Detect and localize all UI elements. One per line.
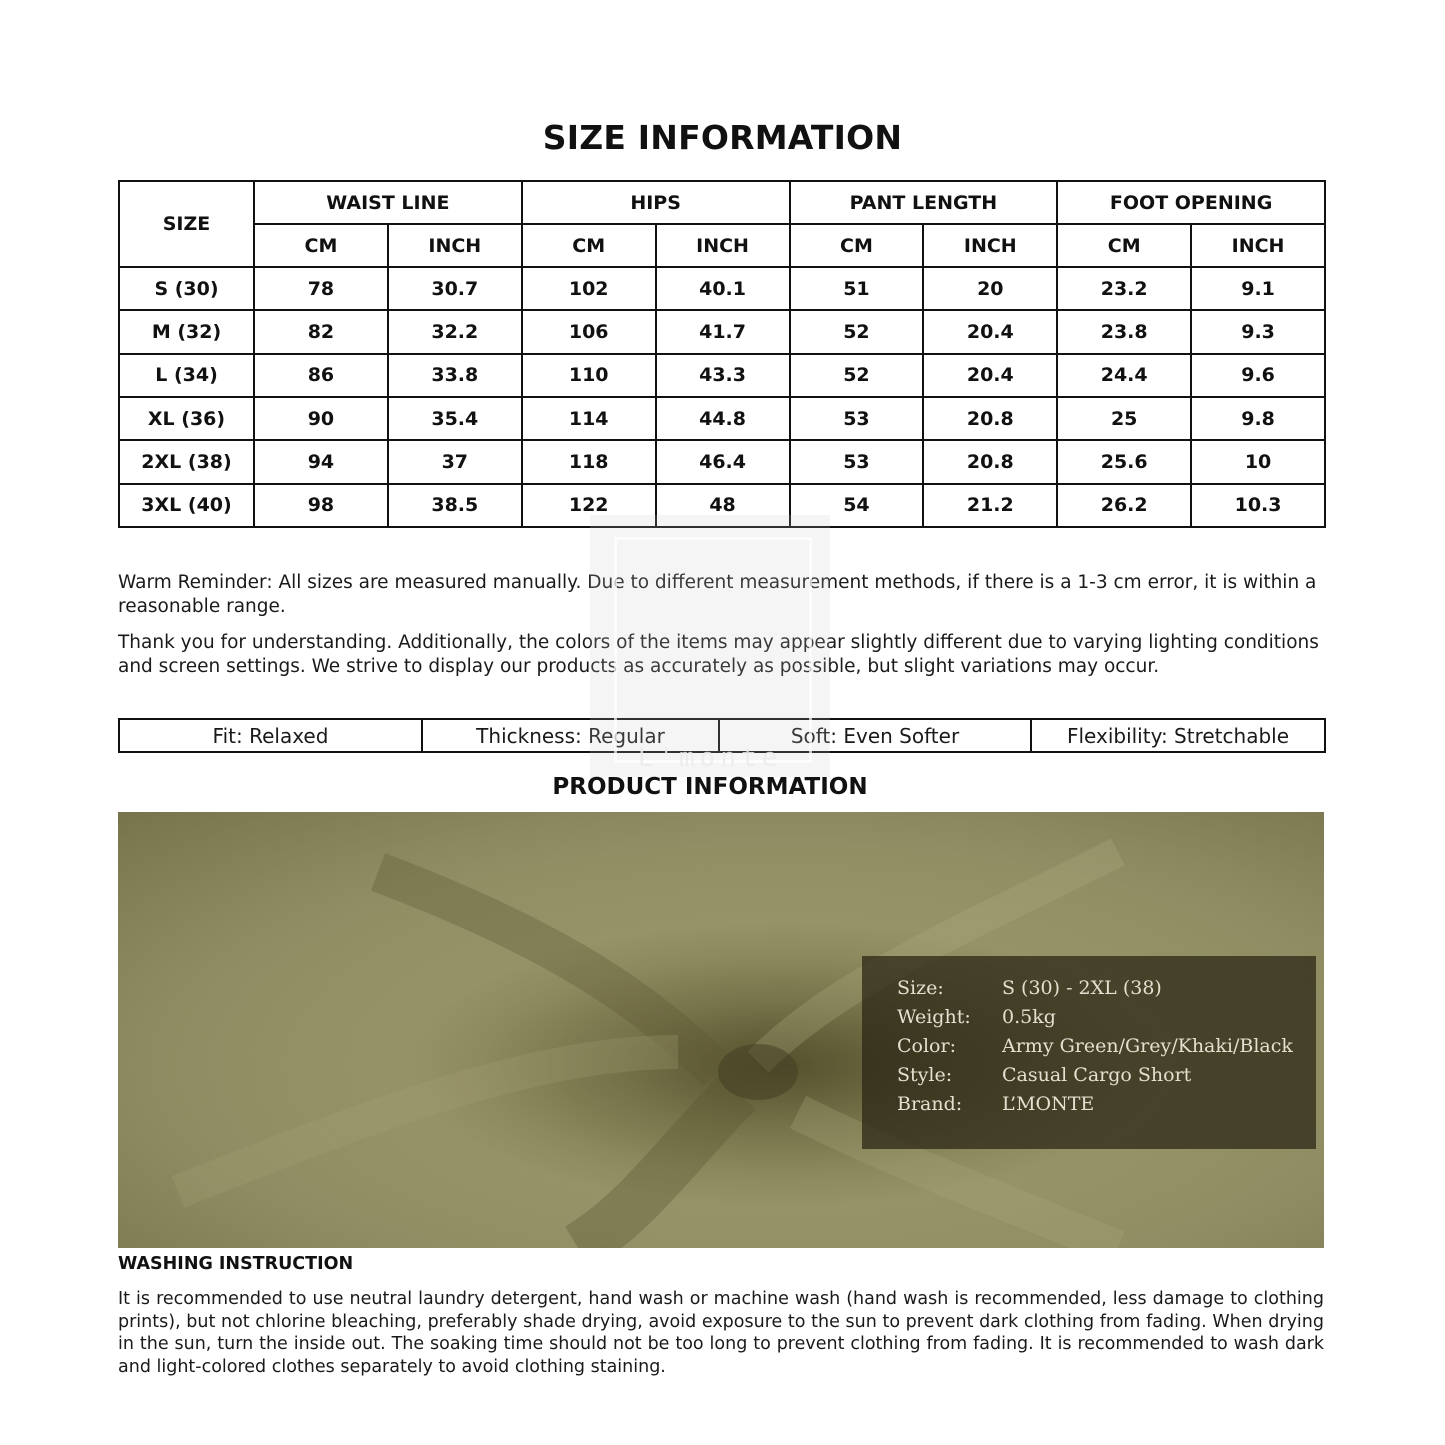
spec-value: Casual Cargo Short	[1002, 1064, 1192, 1086]
unit-header: CM	[790, 224, 924, 267]
table-cell: 114	[522, 397, 656, 440]
table-cell: 33.8	[388, 354, 522, 397]
table-cell: 40.1	[656, 267, 790, 310]
washing-instruction-title: WASHING INSTRUCTION	[118, 1254, 354, 1274]
group-header-pant-length: PANT LENGTH	[790, 181, 1058, 224]
spec-row	[897, 1006, 1056, 1035]
table-cell: 52	[790, 354, 924, 397]
group-header-waist: WAIST LINE	[254, 181, 522, 224]
table-cell: 44.8	[656, 397, 790, 440]
property-softness: Soft: Even Softer	[720, 720, 1032, 751]
spec-value: Army Green/Grey/Khaki/Black	[1002, 1035, 1293, 1057]
property-fit: Fit: Relaxed	[120, 720, 423, 751]
spec-value: 0.5kg	[1002, 1006, 1056, 1028]
table-cell: 9.1	[1191, 267, 1325, 310]
table-cell: 106	[522, 310, 656, 353]
watermark-text: L'monte	[637, 743, 783, 773]
table-cell-size: 2XL (38)	[119, 440, 254, 483]
table-cell-size: L (34)	[119, 354, 254, 397]
spec-key: Color:	[897, 1035, 956, 1057]
warm-reminder-text: Warm Reminder: All sizes are measured manually. Due to different measurement methods, if there is a 1-3 cm error, it is within a reasonable range.	[118, 572, 1317, 617]
spec-row	[897, 1064, 1191, 1093]
table-cell: 35.4	[388, 397, 522, 440]
table-cell: 23.8	[1057, 310, 1191, 353]
table-cell: 51	[790, 267, 924, 310]
unit-header: INCH	[923, 224, 1057, 267]
fabric-image	[118, 812, 1324, 1248]
table-cell: 23.2	[1057, 267, 1191, 310]
table-cell: 48	[656, 484, 790, 527]
table-cell: 53	[790, 440, 924, 483]
table-cell: 25.6	[1057, 440, 1191, 483]
unit-header: INCH	[1191, 224, 1325, 267]
table-cell: 20.8	[923, 397, 1057, 440]
table-cell-size: S (30)	[119, 267, 254, 310]
thanks-note-text: Thank you for understanding. Additionally, the colors of the items may appear slightly different due to varying lighting conditions and screen settings. We strive to display our products as accurately as possible, but slight variations may occur.	[118, 632, 1319, 677]
table-cell: 25	[1057, 397, 1191, 440]
size-table	[118, 180, 1326, 528]
table-cell-size: M (32)	[119, 310, 254, 353]
group-header-foot-opening: FOOT OPENING	[1057, 181, 1325, 224]
table-cell: 9.3	[1191, 310, 1325, 353]
table-cell: 53	[790, 397, 924, 440]
unit-header: CM	[254, 224, 388, 267]
spec-key: Weight:	[897, 1006, 971, 1028]
table-cell: 98	[254, 484, 388, 527]
spec-key: Brand:	[897, 1093, 963, 1115]
table-cell: 90	[254, 397, 388, 440]
product-properties-bar	[118, 718, 1326, 753]
table-cell: 52	[790, 310, 924, 353]
table-cell: 32.2	[388, 310, 522, 353]
unit-header: INCH	[656, 224, 790, 267]
product-specs-panel	[862, 956, 1316, 1149]
unit-header: CM	[1057, 224, 1191, 267]
table-cell: 10.3	[1191, 484, 1325, 527]
property-flexibility: Flexibility: Stretchable	[1066, 723, 1290, 748]
table-cell: 26.2	[1057, 484, 1191, 527]
spec-value: L’MONTE	[1002, 1093, 1095, 1115]
table-cell: 20.4	[923, 354, 1057, 397]
table-cell: 122	[522, 484, 656, 527]
table-cell: 20.4	[923, 310, 1057, 353]
washing-instruction-text: It is recommended to use neutral laundry detergent, hand wash or machine wash (hand wash is recommended, less damage to clothing prints), but not chlorine bleaching, preferably shade drying, avoid exposure to the sun to prevent dark clothing from fading. When drying in the sun, turn the inside out. The soaking time should not be too long to prevent clothing from fading. It is recommended to wash dark and light-colored clothes separately to avoid clothing staining.	[118, 1289, 1324, 1377]
table-cell: 37	[388, 440, 522, 483]
table-cell-size: 3XL (40)	[119, 484, 254, 527]
table-row	[119, 440, 1325, 483]
spec-row	[897, 1035, 1293, 1064]
table-cell: 54	[790, 484, 924, 527]
size-table-group-header	[119, 181, 1325, 224]
table-row	[119, 267, 1325, 310]
unit-header: INCH	[388, 224, 522, 267]
table-cell: 82	[254, 310, 388, 353]
table-cell: 21.2	[923, 484, 1057, 527]
table-row	[119, 484, 1325, 527]
spec-value: S (30) - 2XL (38)	[1002, 977, 1162, 999]
table-cell: 102	[522, 267, 656, 310]
table-cell: 86	[254, 354, 388, 397]
table-cell: 24.4	[1057, 354, 1191, 397]
table-cell: 9.8	[1191, 397, 1325, 440]
table-cell-size: XL (36)	[119, 397, 254, 440]
table-row	[119, 310, 1325, 353]
table-cell: 94	[254, 440, 388, 483]
table-cell: 20.8	[923, 440, 1057, 483]
table-cell: 41.7	[656, 310, 790, 353]
table-cell: 10	[1191, 440, 1325, 483]
spec-key: Size:	[897, 977, 944, 999]
table-cell: 78	[254, 267, 388, 310]
table-row	[119, 354, 1325, 397]
spec-row	[897, 1093, 1094, 1122]
table-cell: 9.6	[1191, 354, 1325, 397]
table-cell: 20	[923, 267, 1057, 310]
table-row	[119, 397, 1325, 440]
property-thickness: Thickness: Regular	[423, 720, 720, 751]
spec-key: Style:	[897, 1064, 953, 1086]
size-information-title: SIZE INFORMATION	[542, 118, 903, 157]
table-cell: 118	[522, 440, 656, 483]
table-cell: 38.5	[388, 484, 522, 527]
table-cell: 30.7	[388, 267, 522, 310]
size-header: SIZE	[119, 181, 254, 267]
table-cell: 43.3	[656, 354, 790, 397]
size-table-unit-header	[119, 224, 1325, 267]
unit-header: CM	[522, 224, 656, 267]
group-header-hips: HIPS	[522, 181, 790, 224]
product-information-title: PRODUCT INFORMATION	[552, 774, 868, 800]
table-cell: 110	[522, 354, 656, 397]
table-cell: 46.4	[656, 440, 790, 483]
spec-row	[897, 977, 1162, 1006]
